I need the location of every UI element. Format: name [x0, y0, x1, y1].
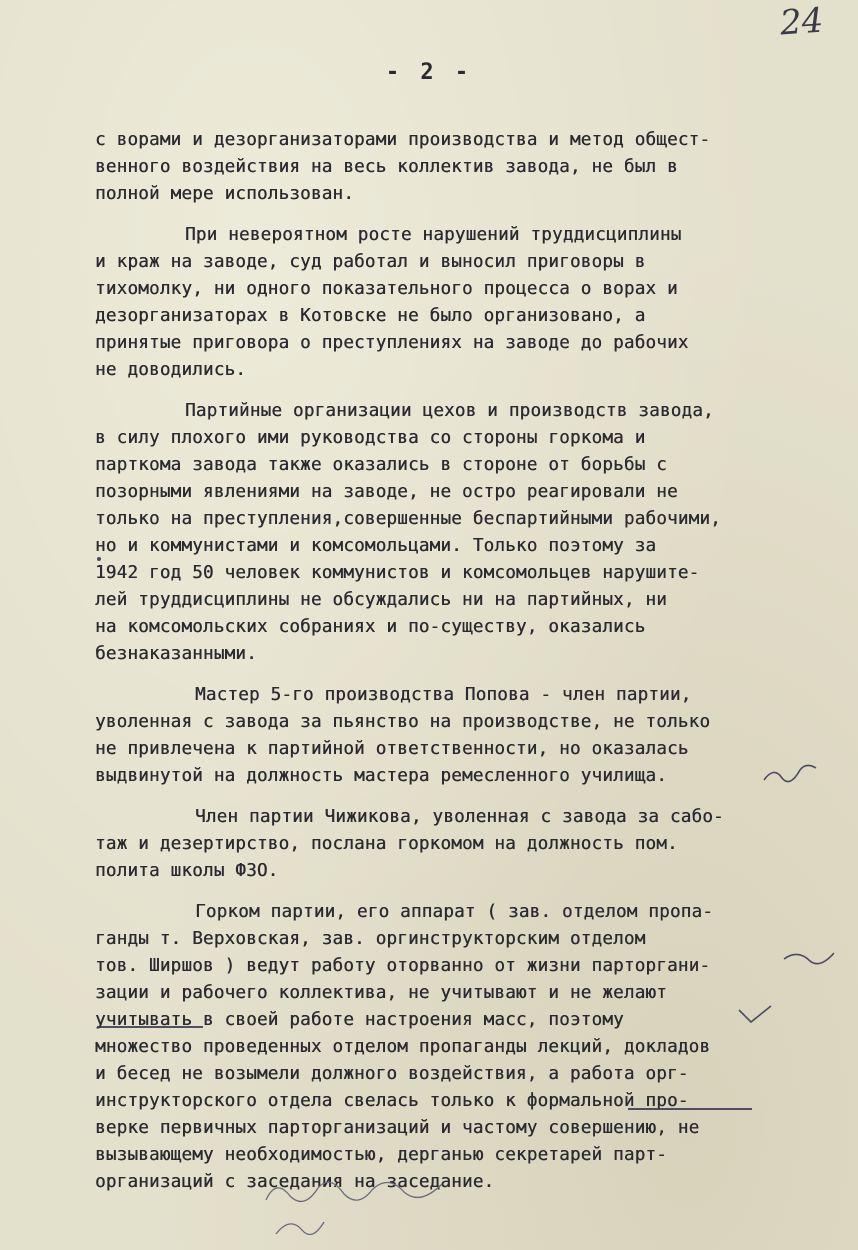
text-line: Мастер 5-го производства Попова - член партии,: [195, 685, 692, 705]
text-line: 1942 год 50 человек коммунистов и комсомольцев нарушите-: [95, 563, 700, 583]
text-line: Партийные организации цехов и производств завода,: [185, 401, 714, 421]
text-line: учитывать в своей работе настроения масс, поэтому: [95, 1010, 624, 1030]
text-line: зации и рабочего коллектива, не учитывают и не желают: [95, 983, 667, 1003]
archive-folio-number: 24: [778, 0, 825, 44]
text-line: полной мере использован.: [95, 184, 355, 204]
handwritten-check-mark: [780, 945, 840, 971]
handwritten-loop-scribble: [270, 1210, 330, 1244]
text-line: и краж на заводе, суд работал и выносил приговоры в: [95, 252, 646, 272]
text-line: парткома завода также оказались в стороне от борьбы с: [95, 455, 667, 475]
handwritten-loops-scribble: [260, 1170, 450, 1210]
text-line: полита школы ФЗО.: [95, 861, 279, 881]
text-line: и бесед не возымели должного воздействия, а работа орг-: [95, 1064, 689, 1084]
text-line: безнаказанными.: [95, 644, 257, 664]
text-line: с ворами и дезорганизаторами производства и метод общест-: [95, 130, 711, 150]
handwritten-check-mark: [735, 1000, 775, 1026]
text-line: верке первичных парторганизаций и частому совершению, не: [95, 1118, 700, 1138]
text-line: Член партии Чижикова, уволенная с завода за сабо-: [195, 807, 724, 827]
paragraph: [95, 398, 835, 668]
text-line: вызывающему необходимостью, дерганью секретарей парт-: [95, 1145, 667, 1165]
document-body: [95, 127, 835, 1210]
text-line: выдвинутой на должность мастера ремесленного училища.: [95, 766, 667, 786]
text-line: При невероятном росте нарушений труддисциплины: [185, 225, 682, 245]
text-line: таж и дезертирство, послана горкомом на должность пом.: [95, 834, 678, 854]
text-line: ганды т. Верховская, зав. оргинструкторским отделом: [95, 929, 646, 949]
margin-ink-dot: [95, 555, 103, 563]
text-line: но и коммунистами и комсомольцами. Только поэтому за: [95, 536, 657, 556]
page-number: - 2 -: [385, 60, 473, 85]
text-line: инструкторского отдела свелась только к формальной про-: [95, 1091, 689, 1111]
text-line: уволенная с завода за пьянство на производстве, не только: [95, 712, 711, 732]
text-line: не привлечена к партийной ответственности, но оказалась: [95, 739, 689, 759]
text-line: на комсомольских собраниях и по-существу, оказались: [95, 617, 646, 637]
paragraph: [95, 804, 835, 885]
text-line: принятые приговора о преступлениях на заводе до рабочих: [95, 333, 689, 353]
paragraph: [95, 127, 835, 208]
paragraph: [95, 222, 835, 384]
text-line: тов. Ширшов ) ведут работу оторванно от жизни парторгани-: [95, 956, 711, 976]
text-line: множество проведенных отделом пропаганды лекций, докладов: [95, 1037, 711, 1057]
text-line: венного воздействия на весь коллектив завода, не был в: [95, 157, 678, 177]
text-line: в силу плохого ими руководства со стороны горкома и: [95, 428, 646, 448]
text-line: только на преступления,совершенные беспартийными рабочими,: [95, 509, 721, 529]
text-line: организаций с заседания на заседание.: [95, 1172, 495, 1192]
paragraph: [95, 682, 835, 790]
text-line: тихомолку, ни одного показательного процесса о ворах и: [95, 279, 678, 299]
text-line: позорными явлениями на заводе, не остро реагировали не: [95, 482, 678, 502]
handwritten-check-mark: [760, 760, 820, 790]
handwritten-strikethrough: [95, 1022, 205, 1032]
text-line: Горком партии, его аппарат ( зав. отделом пропа-: [195, 902, 714, 922]
handwritten-strikethrough: [626, 1104, 756, 1114]
paragraph: [95, 899, 835, 1196]
text-line: лей труддисциплины не обсуждались ни на партийных, ни: [95, 590, 667, 610]
text-line: дезорганизаторах в Котовске не было организовано, а: [95, 306, 646, 326]
text-line: не доводились.: [95, 360, 247, 380]
